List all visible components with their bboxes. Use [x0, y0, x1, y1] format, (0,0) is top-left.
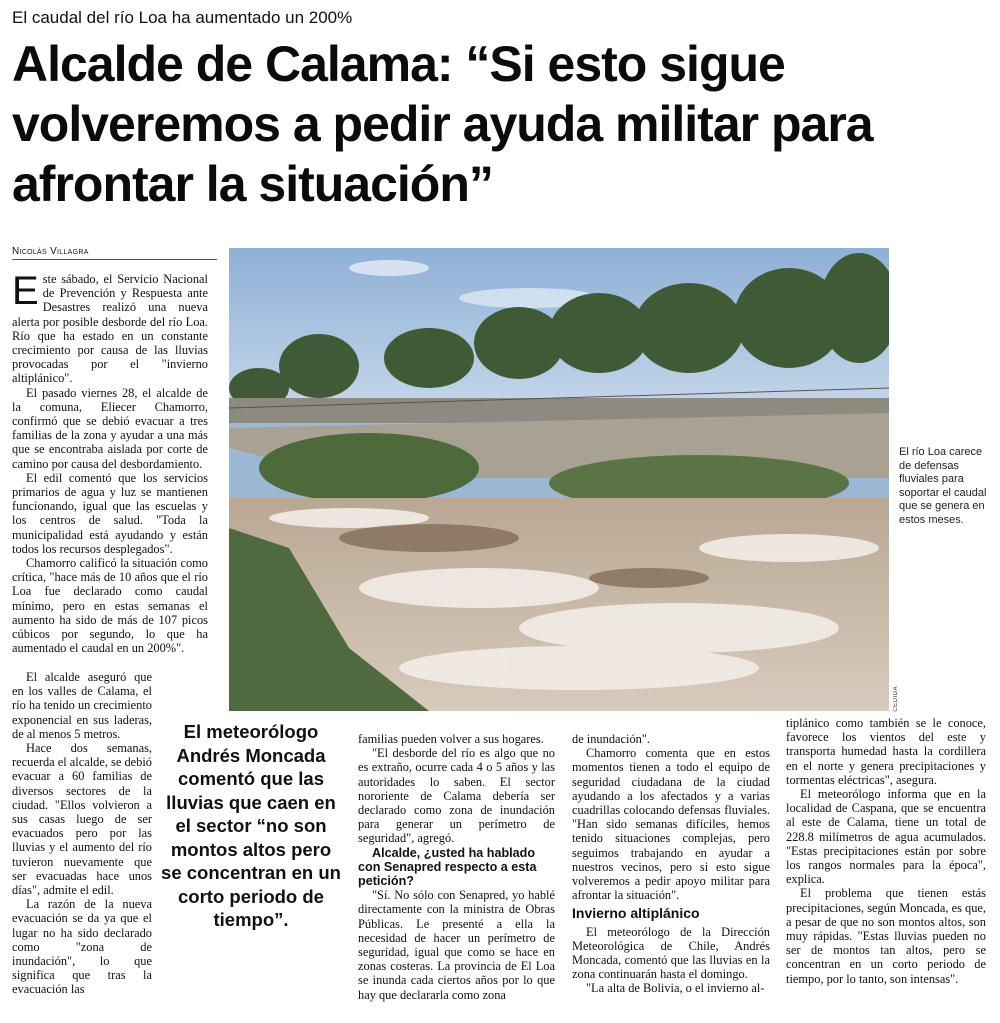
paragraph: Hace dos semanas, recuerda el alcalde, se debió evacuar a 60 familias de diversos sectores de la ciudad. "Ellos volvieron a sus casas luego de ser evacuados pero por las lluvias y el aumento del río tuvieron nuevamente que ser evacuadas hace unos días", admite el edil. [12, 741, 152, 898]
paragraph: "Sí. No sólo con Senapred, yo hablé directamente con la ministra de Obras Públicas. Le presenté a ella la necesidad de hacer un perímetro de seguridad, igual que como se hace en zonas costeras. La provincia de El Loa se inunda cada ciertos años por lo que hay que declararla como zona [358, 888, 555, 1002]
river-photo [229, 248, 889, 711]
paragraph: Chamorro comenta que en estos momentos tienen a todo el equipo de seguridad ciudadana de la ciudad ayudando a los afectados y a varias cuadrillas colocando defensas fluviales. "Han sido semanas difíciles, hemos tenido situaciones complejas, pero seguimos trabajando en ayudar a nuestros vecinos, pero si esto sigue volveremos a pedir apoyo militar para afrontar la situación". [572, 746, 770, 903]
paragraph: "El desborde del río es algo que no es extraño, ocurre cada 4 o 5 años y las autoridades lo saben. El sector nororiente de Calama debería ser declarado como zona de inundación para generar un perímetro de seguridad", agregó. [358, 746, 555, 846]
paragraph: familias pueden volver a sus hogares. [358, 732, 544, 746]
article-column-2 [358, 732, 555, 1002]
drop-cap: E [12, 269, 39, 313]
paragraph: El alcalde aseguró que en los valles de Calama, el río ha tenido un crecimiento exponencial en sus laderas, de al menos 5 metros. [12, 670, 152, 741]
byline: Nicolás Villagra [12, 246, 89, 257]
paragraph: tiplánico como también se le conoce, favorece los vientos del este y transporta humedad hasta la cordillera en el norte y genera precipitaciones y tormentas eléctricas", asegura. [786, 716, 986, 787]
article-column-4 [786, 716, 986, 986]
headline: Alcalde de Calama: “Si esto sigue volveremos a pedir ayuda militar para afrontar la situación” [12, 36, 873, 212]
paragraph: ste sábado, el Servicio Nacional de Prevención y Respuesta ante Desastres realizó una nueva alerta por posible desborde del río Loa. Río que ha estado en un constante crecimiento por causa de las lluvias provocadas por el "invierno altiplánico". [12, 272, 208, 386]
article-column-1 [12, 269, 208, 656]
photo-credit: CEDIDA [893, 686, 899, 712]
paragraph: El meteorólogo de la Dirección Meteorológica de Chile, Andrés Moncada, comentó que las lluvias en la zona continuarán hasta el domingo. [572, 924, 770, 982]
article-column-1-lower [12, 670, 152, 997]
paragraph: "La alta de Bolivia, o el invierno al- [586, 981, 765, 996]
kicker: El caudal del río Loa ha aumentado un 200% [12, 8, 353, 27]
section-heading: Invierno altiplánico [572, 905, 700, 922]
paragraph: El problema que tienen estás precipitaciones, según Moncada, es que, a pesar de que no son montos altos, son muy rápidas. "Estas lluvias pueden no ser de montos tan altos, pero se concentran en un corto periodo de tiempo, por lo tanto, son intensas". [786, 886, 986, 986]
paragraph: La razón de la nueva evacuación se da ya que el lugar no ha sido declarado como "zona de inundación", lo que significa que tras la evacuación las [12, 897, 152, 997]
paragraph: de inundación". [572, 732, 651, 746]
paragraph: El edil comentó que los servicios primarios de agua y luz se mantienen funcionando, igual que las escuelas y los centros de salud. "Toda la municipalidad está ayudando y están todos los recursos desplegados". [12, 470, 208, 556]
interview-question: Alcalde, ¿usted ha hablado con Senapred respecto a esta petición? [358, 845, 537, 889]
paragraph: Chamorro calificó la situación como crítica, "hace más de 10 años que el río Loa fue declarado como caudal mínimo, pero en estas semanas el aumento ha sido de más de 107 picos cúbicos por segundo, lo que ha aumentado el caudal en un 200%". [12, 556, 208, 656]
pull-quote: El meteorólogo Andrés Moncada comentó que las lluvias que caen en el sector “no son montos altos pero se concentran en un corto periodo de tiempo”. [161, 721, 341, 930]
photo-caption: El río Loa carece de defensas fluviales para soportar el caudal que se genera en estos meses. [899, 446, 987, 526]
article-column-3 [572, 732, 770, 996]
paragraph: El meteorólogo informa que en la localidad de Caspana, que se encuentra al este de Calama, tiene un total de 228.8 milímetros de agua acumulados. "Estas precipitaciones están por sobre los rangos normales para la época", explica. [786, 787, 986, 887]
byline-rule [12, 259, 217, 260]
paragraph: El pasado viernes 28, el alcalde de la comuna, Eliecer Chamorro, confirmó que se debió evacuar a tres familias de la zona y ayudar a una más que se encontraba aislada por corte de camino por causa del desbordamiento. [12, 385, 208, 471]
